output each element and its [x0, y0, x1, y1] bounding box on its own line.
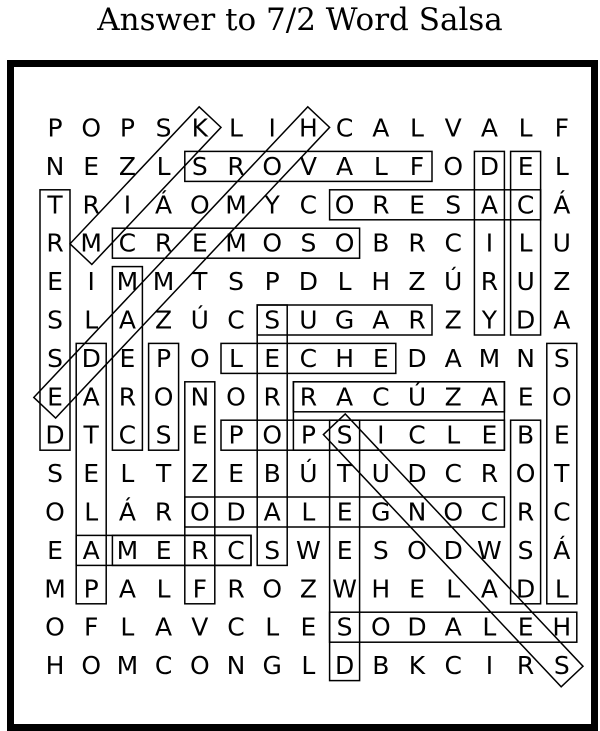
grid-letter-r12-c5: R [227, 574, 245, 604]
grid-letter-r12-c9: H [371, 574, 391, 604]
grid-letter-r9-c6: B [263, 459, 281, 489]
page-title: Answer to 7/2 Word Salsa [97, 2, 503, 38]
grid-letter-r2-c4: O [189, 190, 210, 220]
grid-letter-r6-c0: S [47, 343, 63, 373]
grid-letter-r12-c14: L [554, 574, 569, 604]
grid-letter-r10-c0: O [45, 497, 65, 527]
grid-letter-r8-c9: I [377, 420, 385, 450]
grid-letter-r2-c13: C [516, 190, 535, 220]
grid-letter-r10-c14: C [553, 497, 571, 527]
grid-letter-r0-c3: S [155, 113, 172, 143]
grid-letter-r11-c11: D [443, 535, 463, 565]
grid-letter-r5-c1: L [84, 305, 99, 335]
grid-letter-r3-c9: B [372, 228, 390, 258]
grid-letter-r5-c10: R [408, 305, 426, 335]
grid-letter-r2-c14: Á [553, 190, 571, 220]
grid-letter-r13-c14: H [552, 612, 572, 642]
grid-letter-r2-c1: R [82, 190, 100, 220]
grid-letter-r6-c10: D [407, 343, 427, 373]
grid-letter-r4-c3: M [152, 267, 175, 297]
grid-letter-r0-c1: O [81, 113, 102, 143]
grid-letter-r7-c9: C [372, 382, 390, 412]
grid-letter-r0-c6: I [268, 113, 276, 143]
grid-letter-r4-c14: Z [553, 267, 571, 297]
grid-letter-r12-c0: M [44, 574, 66, 604]
grid-letter-r14-c2: M [116, 651, 139, 681]
grid-letter-r7-c4: N [190, 382, 210, 412]
grid-letter-r14-c1: O [81, 651, 102, 681]
grid-letter-r3-c12: I [485, 228, 494, 258]
grid-letter-r6-c14: S [553, 343, 570, 373]
grid-letter-r14-c6: G [262, 651, 282, 681]
grid-letter-r1-c6: O [262, 151, 283, 181]
grid-letter-r3-c5: M [225, 228, 247, 258]
grid-letter-r4-c0: E [47, 267, 63, 297]
grid-letter-r14-c8: D [334, 651, 355, 681]
answer-box-rica [185, 382, 215, 604]
grid-letter-r10-c5: D [226, 497, 246, 527]
grid-letter-r9-c12: R [480, 459, 499, 489]
grid-letter-r2-c7: C [299, 190, 318, 220]
grid-letter-r13-c13: E [517, 612, 534, 642]
grid-letter-r14-c7: L [301, 651, 316, 681]
grid-letter-r11-c4: R [191, 535, 209, 565]
grid-letter-r3-c11: C [444, 228, 462, 258]
grid-letter-r14-c5: N [226, 651, 246, 681]
grid-letter-r0-c13: L [518, 113, 533, 143]
grid-letter-r7-c7: R [299, 382, 318, 412]
grid-letter-r8-c1: T [83, 420, 99, 450]
grid-letter-r4-c8: L [337, 267, 352, 297]
grid-letter-r1-c11: O [443, 151, 464, 181]
grid-letter-r7-c5: O [226, 382, 246, 412]
grid-letter-r10-c8: E [336, 497, 353, 527]
grid-letter-r0-c2: P [119, 113, 135, 143]
grid-letter-r4-c13: U [516, 267, 535, 297]
grid-letter-r9-c10: D [407, 459, 427, 489]
grid-letter-r11-c12: W [477, 535, 502, 565]
grid-letter-r12-c10: E [409, 574, 425, 604]
grid-letter-r2-c12: A [480, 190, 498, 220]
grid-letter-r7-c0: E [47, 382, 63, 412]
grid-letter-r11-c1: A [82, 535, 100, 565]
grid-letter-r3-c3: R [154, 228, 173, 258]
grid-letter-r12-c11: L [446, 574, 461, 604]
grid-letter-r5-c2: A [118, 305, 136, 335]
grid-letter-r14-c4: O [189, 651, 210, 681]
grid-letter-r6-c7: C [299, 343, 318, 373]
grid-letter-r12-c8: W [332, 574, 357, 604]
grid-letter-r1-c14: L [554, 151, 569, 181]
grid-letter-r14-c14: S [553, 651, 570, 681]
grid-letter-r5-c9: A [372, 305, 390, 335]
grid-letter-r10-c2: Á [118, 497, 136, 527]
grid-letter-r9-c0: S [47, 459, 63, 489]
grid-letter-r8-c10: C [408, 420, 426, 450]
grid-letter-r2-c0: T [47, 190, 63, 220]
grid-letter-r6-c12: M [478, 343, 501, 373]
grid-letter-r2-c6: Y [264, 190, 280, 220]
grid-letter-r7-c3: O [153, 382, 174, 412]
grid-letter-r8-c13: B [517, 420, 535, 450]
grid-letter-r7-c10: Ú [407, 382, 427, 412]
answer-box-delicious [34, 107, 330, 418]
grid-letter-r7-c8: A [336, 382, 354, 412]
grid-letter-r9-c14: T [554, 459, 570, 489]
grid-letter-r8-c14: E [553, 420, 570, 450]
grid-letter-r11-c9: S [372, 535, 389, 565]
grid-letter-r5-c14: A [553, 305, 571, 335]
grid-letter-r14-c11: C [444, 651, 462, 681]
grid-letter-r9-c11: C [444, 459, 462, 489]
grid-letter-r12-c4: F [192, 574, 207, 604]
grid-letter-r10-c7: L [301, 497, 316, 527]
grid-letter-r2-c10: E [409, 190, 425, 220]
grid-letter-r14-c13: R [516, 651, 535, 681]
grid-letter-r9-c1: E [83, 459, 100, 489]
grid-letter-r1-c0: N [45, 151, 65, 181]
answer-box-acores [330, 190, 541, 220]
grid-letter-r14-c0: H [45, 651, 65, 681]
answer-box-ice-cream [293, 382, 504, 450]
grid-letter-r4-c5: S [228, 267, 244, 297]
grid-letter-r8-c4: E [191, 420, 208, 450]
grid-letter-r13-c8: S [336, 612, 353, 642]
grid-letter-r7-c13: E [517, 382, 534, 412]
grid-letter-r9-c5: E [228, 459, 244, 489]
grid-letter-r4-c9: H [371, 267, 391, 297]
grid-letter-r0-c11: V [444, 113, 462, 143]
grid-letter-r0-c0: P [47, 113, 63, 143]
grid-letter-r12-c6: O [262, 574, 283, 604]
grid-letter-r3-c1: M [80, 228, 102, 258]
grid-letter-r13-c12: L [482, 612, 497, 642]
grid-letter-r12-c3: L [156, 574, 171, 604]
grid-letter-r5-c5: C [227, 305, 245, 335]
grid-letter-r11-c14: Á [553, 535, 571, 565]
grid-letter-r8-c6: O [262, 420, 283, 450]
grid-letter-r13-c6: L [265, 612, 280, 642]
grid-letter-r1-c9: L [373, 151, 388, 181]
grid-letter-r13-c9: O [370, 612, 391, 642]
grid-letter-r3-c2: C [118, 228, 137, 258]
grid-letter-r13-c7: E [300, 612, 317, 642]
grid-letter-r13-c5: C [227, 612, 245, 642]
grid-letter-r8-c3: S [155, 420, 172, 450]
grid-letter-r2-c9: R [372, 190, 390, 220]
grid-letter-r5-c8: G [334, 305, 355, 335]
grid-letter-r10-c13: R [516, 497, 535, 527]
grid-letter-r3-c13: L [518, 228, 533, 258]
grid-letter-r11-c0: E [47, 535, 63, 565]
grid-letter-r8-c7: P [300, 420, 316, 450]
grid-letter-r11-c6: S [264, 535, 281, 565]
grid-letter-r0-c5: L [229, 113, 243, 143]
grid-letter-r13-c11: A [444, 612, 462, 642]
grid-letter-r5-c6: S [264, 305, 281, 335]
grid-letter-r12-c2: A [118, 574, 136, 604]
grid-letter-r10-c3: R [154, 497, 173, 527]
grid-letter-r11-c2: M [116, 535, 139, 565]
puzzle-frame [7, 60, 598, 731]
grid-letter-r7-c6: R [263, 382, 281, 412]
grid-letter-r7-c14: O [551, 382, 572, 412]
grid-letter-r14-c12: I [485, 651, 494, 681]
grid-letter-r7-c11: Z [444, 382, 462, 412]
grid-letter-r10-c11: O [443, 497, 464, 527]
grid-letter-r1-c10: F [409, 151, 425, 181]
grid-letter-r5-c3: Z [155, 305, 173, 335]
grid-letter-r13-c2: L [120, 612, 135, 642]
grid-letter-r7-c1: A [82, 382, 100, 412]
grid-letter-r5-c7: U [299, 305, 318, 335]
grid-letter-r4-c10: Z [408, 267, 426, 297]
grid-letter-r0-c12: A [480, 113, 498, 143]
grid-letter-r3-c6: O [262, 228, 283, 258]
grid-letter-r5-c11: Z [444, 305, 462, 335]
grid-letter-r4-c11: Ú [444, 267, 463, 297]
grid-letter-r6-c3: P [156, 343, 172, 373]
grid-letter-r2-c11: S [445, 190, 462, 220]
grid-letter-r2-c3: Á [155, 190, 173, 220]
grid-letter-r9-c2: L [120, 459, 135, 489]
grid-letter-r14-c9: B [372, 651, 390, 681]
grid-letter-r4-c4: T [192, 267, 208, 297]
grid-letter-r14-c10: K [408, 651, 426, 681]
grid-letter-r12-c7: Z [299, 574, 317, 604]
grid-letter-r11-c5: C [227, 535, 245, 565]
answer-box-azucar [293, 382, 504, 412]
grid-letter-r4-c12: R [480, 267, 499, 297]
grid-letter-r11-c10: O [407, 535, 427, 565]
grid-letter-r5-c4: Ú [190, 305, 209, 335]
grid-letter-r10-c4: O [189, 497, 210, 527]
grid-letter-r1-c13: E [517, 151, 534, 181]
grid-letter-r8-c0: D [45, 420, 65, 450]
grid-letter-r2-c2: I [123, 190, 132, 220]
grid-letter-r10-c9: G [371, 497, 391, 527]
grid-letter-r6-c2: E [119, 343, 136, 373]
grid-letter-r0-c7: H [298, 113, 318, 143]
grid-letter-r9-c13: O [515, 459, 536, 489]
grid-letter-r6-c4: O [189, 343, 210, 373]
grid-letter-r1-c5: R [227, 151, 245, 181]
grid-letter-r0-c4: K [191, 113, 209, 143]
grid-letter-r1-c8: A [336, 151, 354, 181]
grid-letter-r13-c3: A [155, 612, 173, 642]
grid-letter-r13-c10: D [407, 612, 427, 642]
grid-letter-r8-c11: L [446, 420, 461, 450]
grid-letter-r13-c4: V [191, 612, 209, 642]
grid-letter-r5-c0: S [47, 305, 63, 335]
grid-letter-r0-c10: L [410, 113, 424, 143]
grid-letter-r3-c10: R [408, 228, 426, 258]
grid-letter-r4-c6: P [264, 267, 280, 297]
grid-letter-r11-c8: E [336, 535, 353, 565]
grid-letter-r5-c13: D [515, 305, 536, 335]
grid-letter-r4-c1: I [87, 267, 95, 297]
grid-letter-r1-c7: V [299, 151, 317, 181]
grid-letter-r1-c2: Z [118, 151, 136, 181]
grid-letter-r4-c7: D [298, 267, 319, 297]
grid-letter-r3-c4: E [191, 228, 208, 258]
grid-letter-r9-c8: T [336, 459, 353, 489]
grid-letter-r6-c9: E [372, 343, 389, 373]
word-search-grid [14, 67, 591, 724]
grid-letter-r8-c2: C [118, 420, 137, 450]
grid-letter-r1-c12: D [479, 151, 500, 181]
grid-letter-r1-c4: S [191, 151, 208, 181]
grid-letter-r8-c8: S [336, 420, 353, 450]
grid-letter-r11-c3: E [155, 535, 172, 565]
grid-letter-r0-c9: A [372, 113, 390, 143]
grid-letter-r13-c1: F [84, 612, 99, 642]
grid-letter-r10-c6: A [263, 497, 281, 527]
grid-letter-r8-c5: P [228, 420, 244, 450]
grid-letter-r5-c12: Y [481, 305, 498, 335]
grid-letter-r4-c2: M [116, 267, 139, 297]
grid-letter-r9-c7: Ú [299, 459, 318, 489]
grid-letter-r3-c7: S [300, 228, 317, 258]
grid-letter-r9-c9: U [371, 459, 390, 489]
grid-letter-r11-c7: W [296, 535, 321, 565]
grid-letter-r0-c8: C [335, 113, 354, 143]
grid-letter-r6-c6: E [264, 343, 281, 373]
grid-letter-r3-c14: U [552, 228, 571, 258]
grid-letter-r2-c8: O [334, 190, 355, 220]
grid-letter-r12-c12: A [480, 574, 498, 604]
grid-letter-r10-c10: N [407, 497, 427, 527]
grid-letter-r8-c12: E [481, 420, 498, 450]
grid-letter-r3-c0: R [46, 228, 64, 258]
grid-letter-r9-c3: T [155, 459, 172, 489]
grid-letter-r6-c8: H [335, 343, 355, 373]
grid-letter-r6-c13: N [516, 343, 535, 373]
grid-letter-r1-c1: E [83, 151, 100, 181]
grid-letter-r3-c8: O [334, 228, 355, 258]
grid-letter-r6-c1: D [81, 343, 101, 373]
grid-letter-r7-c12: A [480, 382, 498, 412]
grid-letter-r6-c5: L [229, 343, 243, 373]
grid-letter-r13-c0: O [45, 612, 65, 642]
grid-letter-r6-c11: A [444, 343, 462, 373]
grid-letter-r2-c5: M [225, 190, 247, 220]
grid-letter-r7-c2: R [118, 382, 137, 412]
grid-letter-r11-c13: S [517, 535, 534, 565]
grid-letter-r0-c14: F [554, 113, 569, 143]
letter-grid [44, 114, 571, 681]
grid-letter-r10-c12: C [480, 497, 499, 527]
grid-letter-r12-c13: D [515, 574, 536, 604]
grid-letter-r14-c3: C [154, 651, 173, 681]
grid-letter-r9-c4: Z [191, 459, 209, 489]
grid-letter-r1-c3: L [156, 151, 171, 181]
grid-letter-r12-c1: P [83, 574, 99, 604]
grid-letter-r10-c1: L [84, 497, 99, 527]
